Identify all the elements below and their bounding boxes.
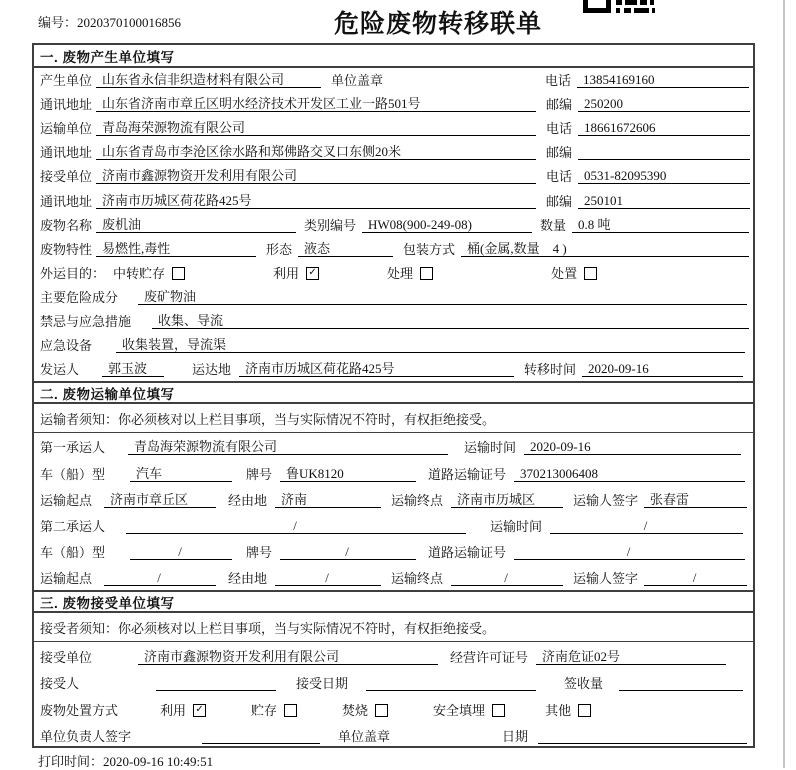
receiver-unit-value: 济南市鑫源物资开发利用有限公司 (96, 168, 536, 184)
road-license-1-value: 370213006408 (514, 466, 745, 482)
sign-date-label: 日期 (502, 729, 529, 745)
serial-label: 编号： (38, 15, 78, 30)
accept-person-value (156, 676, 276, 691)
row-producer-unit (34, 68, 753, 92)
receiver-address-value: 济南市历城区荷花路425号 (96, 193, 536, 209)
carrier-sign-2-value: / (644, 570, 747, 586)
storage-checkbox (172, 267, 185, 280)
row-vehicle-2 (34, 538, 753, 564)
accept-date-value (366, 676, 536, 691)
receiver-notice: 接受者须知：你必须核对以上栏目事项，当与实际情况不符时，有权拒绝接受。 (34, 613, 753, 642)
producer-phone-label: 电话 (544, 73, 571, 89)
row-route-2 (34, 564, 753, 590)
transporter-address-label: 通讯地址 (40, 145, 93, 161)
row-transporter-unit (34, 116, 753, 140)
second-carrier-value: / (126, 518, 466, 534)
row-producer-address (34, 92, 753, 116)
road-license-2-label: 道路运输证号 (428, 545, 507, 561)
row-transfer-purpose (34, 261, 753, 285)
emergency-equipment-label: 应急设备 (40, 338, 93, 354)
received-amount-label: 签收量 (564, 676, 604, 692)
packing-value: 桶(金属,数量 4 ) (461, 241, 749, 257)
row-vehicle-1 (34, 459, 753, 485)
emergency-equipment-value: 收集装置，导流渠 (116, 337, 745, 353)
purpose-option-dispose: 处置 (551, 266, 597, 281)
receiver-phone-value: 0531-82095390 (578, 168, 750, 184)
transfer-time-value: 2020-09-16 (582, 361, 743, 377)
end-2-value: / (451, 570, 563, 586)
via-2-label: 经由地 (228, 571, 268, 587)
disposal-method-label: 废物处置方式 (40, 702, 119, 718)
row-accept-person (34, 669, 753, 696)
row-first-carrier (34, 433, 753, 459)
waste-name-label: 废物名称 (40, 217, 93, 233)
producer-zip-label: 邮编 (546, 97, 573, 113)
disposal-option-landfill: 安全填埋 (433, 703, 505, 718)
hazard-component-label: 主要危险成分 (40, 289, 119, 305)
transfer-time-label: 转移时间 (524, 362, 577, 378)
vehicle-type-1-value: 汽车 (130, 466, 232, 482)
vehicle-type-2-value: / (130, 544, 232, 560)
road-license-1-label: 道路运输证号 (428, 466, 507, 482)
quantity-value: 0.8 吨 (572, 217, 749, 233)
row-receiver-address (34, 188, 753, 212)
receiver-phone-label: 电话 (546, 169, 573, 185)
permit-number-value: 济南危证02号 (536, 649, 726, 665)
end-1-label: 运输终点 (391, 492, 444, 508)
disposal-other-checkbox (578, 704, 591, 717)
transporter-phone-value: 18661672606 (578, 120, 750, 136)
transporter-notice: 运输者须知：你必须核对以上栏目事项，当与实际情况不符时，有权拒绝接受。 (34, 404, 753, 433)
plate-1-label: 牌号 (246, 466, 273, 482)
serial-value: 2020370100016856 (77, 15, 182, 30)
first-carrier-value: 青岛海荣源物流有限公司 (128, 439, 448, 455)
print-time-value: 2020-09-16 10:49:51 (103, 754, 214, 769)
row-accept-unit (34, 642, 753, 669)
taboo-measures-label: 禁忌与应急措施 (40, 314, 132, 330)
receiver-unit-label: 接受单位 (40, 169, 93, 185)
print-time-label: 打印时间： (38, 754, 104, 769)
shipper-value: 郭玉波 (102, 361, 164, 377)
producer-address-value: 山东省济南市章丘区明水经济技术开发区工业一路501号 (96, 96, 536, 112)
disposal-option-other: 其他 (545, 703, 591, 718)
destination-value: 济南市历城区荷花路425号 (239, 361, 514, 377)
row-route-1 (34, 486, 753, 512)
row-shipper (34, 357, 753, 381)
transfer-purpose-label: 外运目的： (40, 265, 106, 281)
via-1-value: 济南 (275, 492, 381, 508)
row-emergency-equipment (34, 333, 753, 357)
second-carrier-label: 第二承运人 (40, 518, 106, 534)
dispose-checkbox (584, 267, 597, 280)
unit-seal-label: 单位盖章 (331, 73, 384, 89)
transporter-phone-label: 电话 (546, 121, 573, 137)
carrier-sign-2-label: 运输人签字 (573, 571, 639, 587)
print-time (38, 751, 213, 770)
packing-label: 包装方式 (403, 241, 456, 257)
transporter-address-value: 山东省青岛市李沧区徐水路和郑佛路交叉口东侧20米 (96, 144, 536, 160)
carrier-sign-1-label: 运输人签字 (573, 492, 639, 508)
transport-time-1-label: 运输时间 (464, 440, 517, 456)
hazard-component-value: 废矿物油 (138, 289, 747, 305)
row-disposal-method (34, 695, 753, 722)
waste-character-value: 易燃性,毒性 (96, 241, 256, 257)
waste-character-label: 废物特性 (40, 241, 93, 257)
plate-1-value: 鲁UK8120 (280, 466, 416, 482)
disposal-option-store: 贮存 (251, 703, 297, 718)
via-1-label: 经由地 (228, 492, 268, 508)
transport-time-1-value: 2020-09-16 (524, 439, 741, 455)
end-1-value: 济南市历城区 (451, 492, 563, 508)
transport-time-2-value: / (550, 518, 743, 534)
origin-1-label: 运输起点 (40, 492, 93, 508)
disposal-store-checkbox (284, 704, 297, 717)
purpose-option-treat: 处理 (387, 266, 433, 281)
transporter-unit-label: 运输单位 (40, 121, 93, 137)
quantity-label: 数量 (540, 217, 567, 233)
permit-number-label: 经营许可证号 (450, 649, 529, 665)
shipper-label: 发运人 (40, 362, 80, 378)
category-code-value: HW08(900-249-08) (362, 217, 532, 233)
row-head-signature (34, 722, 753, 748)
waste-form-label: 形态 (266, 241, 293, 257)
section-2-header: 二. 废物运输单位填写 (34, 381, 753, 404)
producer-unit-label: 产生单位 (40, 73, 93, 89)
row-receiver-unit (34, 164, 753, 188)
qr-code-fragment (583, 0, 655, 14)
destination-label: 运达地 (192, 362, 232, 378)
head-signature-label: 单位负责人签字 (40, 729, 132, 745)
transporter-zip-value (578, 145, 750, 160)
section-1-header: 一. 废物产生单位填写 (34, 45, 753, 68)
section-3-header: 三. 废物接受单位填写 (34, 590, 753, 613)
accept-unit-value: 济南市鑫源物资开发利用有限公司 (138, 649, 438, 665)
first-carrier-label: 第一承运人 (40, 440, 106, 456)
plate-2-value: / (280, 544, 416, 560)
manifest-form (32, 43, 755, 748)
row-second-carrier (34, 512, 753, 538)
accept-person-label: 接受人 (40, 676, 80, 692)
received-amount-value (619, 676, 743, 691)
transport-time-2-label: 运输时间 (490, 518, 543, 534)
receiver-zip-value: 250101 (578, 193, 750, 209)
origin-1-value: 济南市章丘区 (104, 492, 216, 508)
document-title: 危险废物转移联单 (334, 11, 543, 38)
head-signature-value (202, 729, 320, 744)
accept-date-label: 接受日期 (296, 676, 349, 692)
purpose-option-utilize: 利用 ✓ (273, 266, 319, 281)
waste-form-value: 液态 (298, 241, 393, 257)
category-code-label: 类别编号 (304, 217, 357, 233)
disposal-utilize-checkbox: ✓ (193, 704, 206, 717)
row-waste-character (34, 237, 753, 261)
taboo-measures-value: 收集、导流 (152, 313, 749, 329)
plate-2-label: 牌号 (246, 545, 273, 561)
disposal-option-utilize: 利用 ✓ (160, 703, 206, 718)
vehicle-type-1-label: 车（船）型 (40, 466, 106, 482)
disposal-incinerate-checkbox (375, 704, 388, 717)
row-transporter-address (34, 140, 753, 164)
road-license-2-value: / (514, 544, 745, 560)
sign-date-value (538, 729, 747, 744)
origin-2-value: / (104, 570, 216, 586)
utilize-checkbox: ✓ (306, 267, 319, 280)
row-taboo-measures (34, 309, 753, 333)
vehicle-type-2-label: 车（船）型 (40, 545, 106, 561)
row-waste-name (34, 213, 753, 237)
row-hazard-component (34, 285, 753, 309)
accept-unit-label: 接受单位 (40, 649, 93, 665)
producer-address-label: 通讯地址 (40, 97, 93, 113)
receiver-address-label: 通讯地址 (40, 193, 93, 209)
serial-number (38, 12, 181, 31)
producer-zip-value: 250200 (578, 96, 750, 112)
producer-unit-value: 山东省永信非织造材料有限公司 (96, 72, 321, 88)
end-2-label: 运输终点 (391, 571, 444, 587)
producer-phone-value: 13854169160 (577, 72, 749, 88)
receiver-zip-label: 邮编 (546, 193, 573, 209)
disposal-option-incinerate: 焚烧 (342, 703, 388, 718)
via-2-value: / (275, 570, 381, 586)
transporter-unit-value: 青岛海荣源物流有限公司 (96, 120, 536, 136)
page-edge-line (783, 0, 785, 768)
treat-checkbox (420, 267, 433, 280)
origin-2-label: 运输起点 (40, 571, 93, 587)
carrier-sign-1-value: 张春雷 (644, 492, 747, 508)
purpose-option-storage: 中转贮存 (113, 266, 185, 281)
disposal-landfill-checkbox (492, 704, 505, 717)
receiver-seal-label: 单位盖章 (338, 729, 391, 745)
transporter-zip-label: 邮编 (546, 145, 573, 161)
waste-name-value: 废机油 (96, 217, 296, 233)
